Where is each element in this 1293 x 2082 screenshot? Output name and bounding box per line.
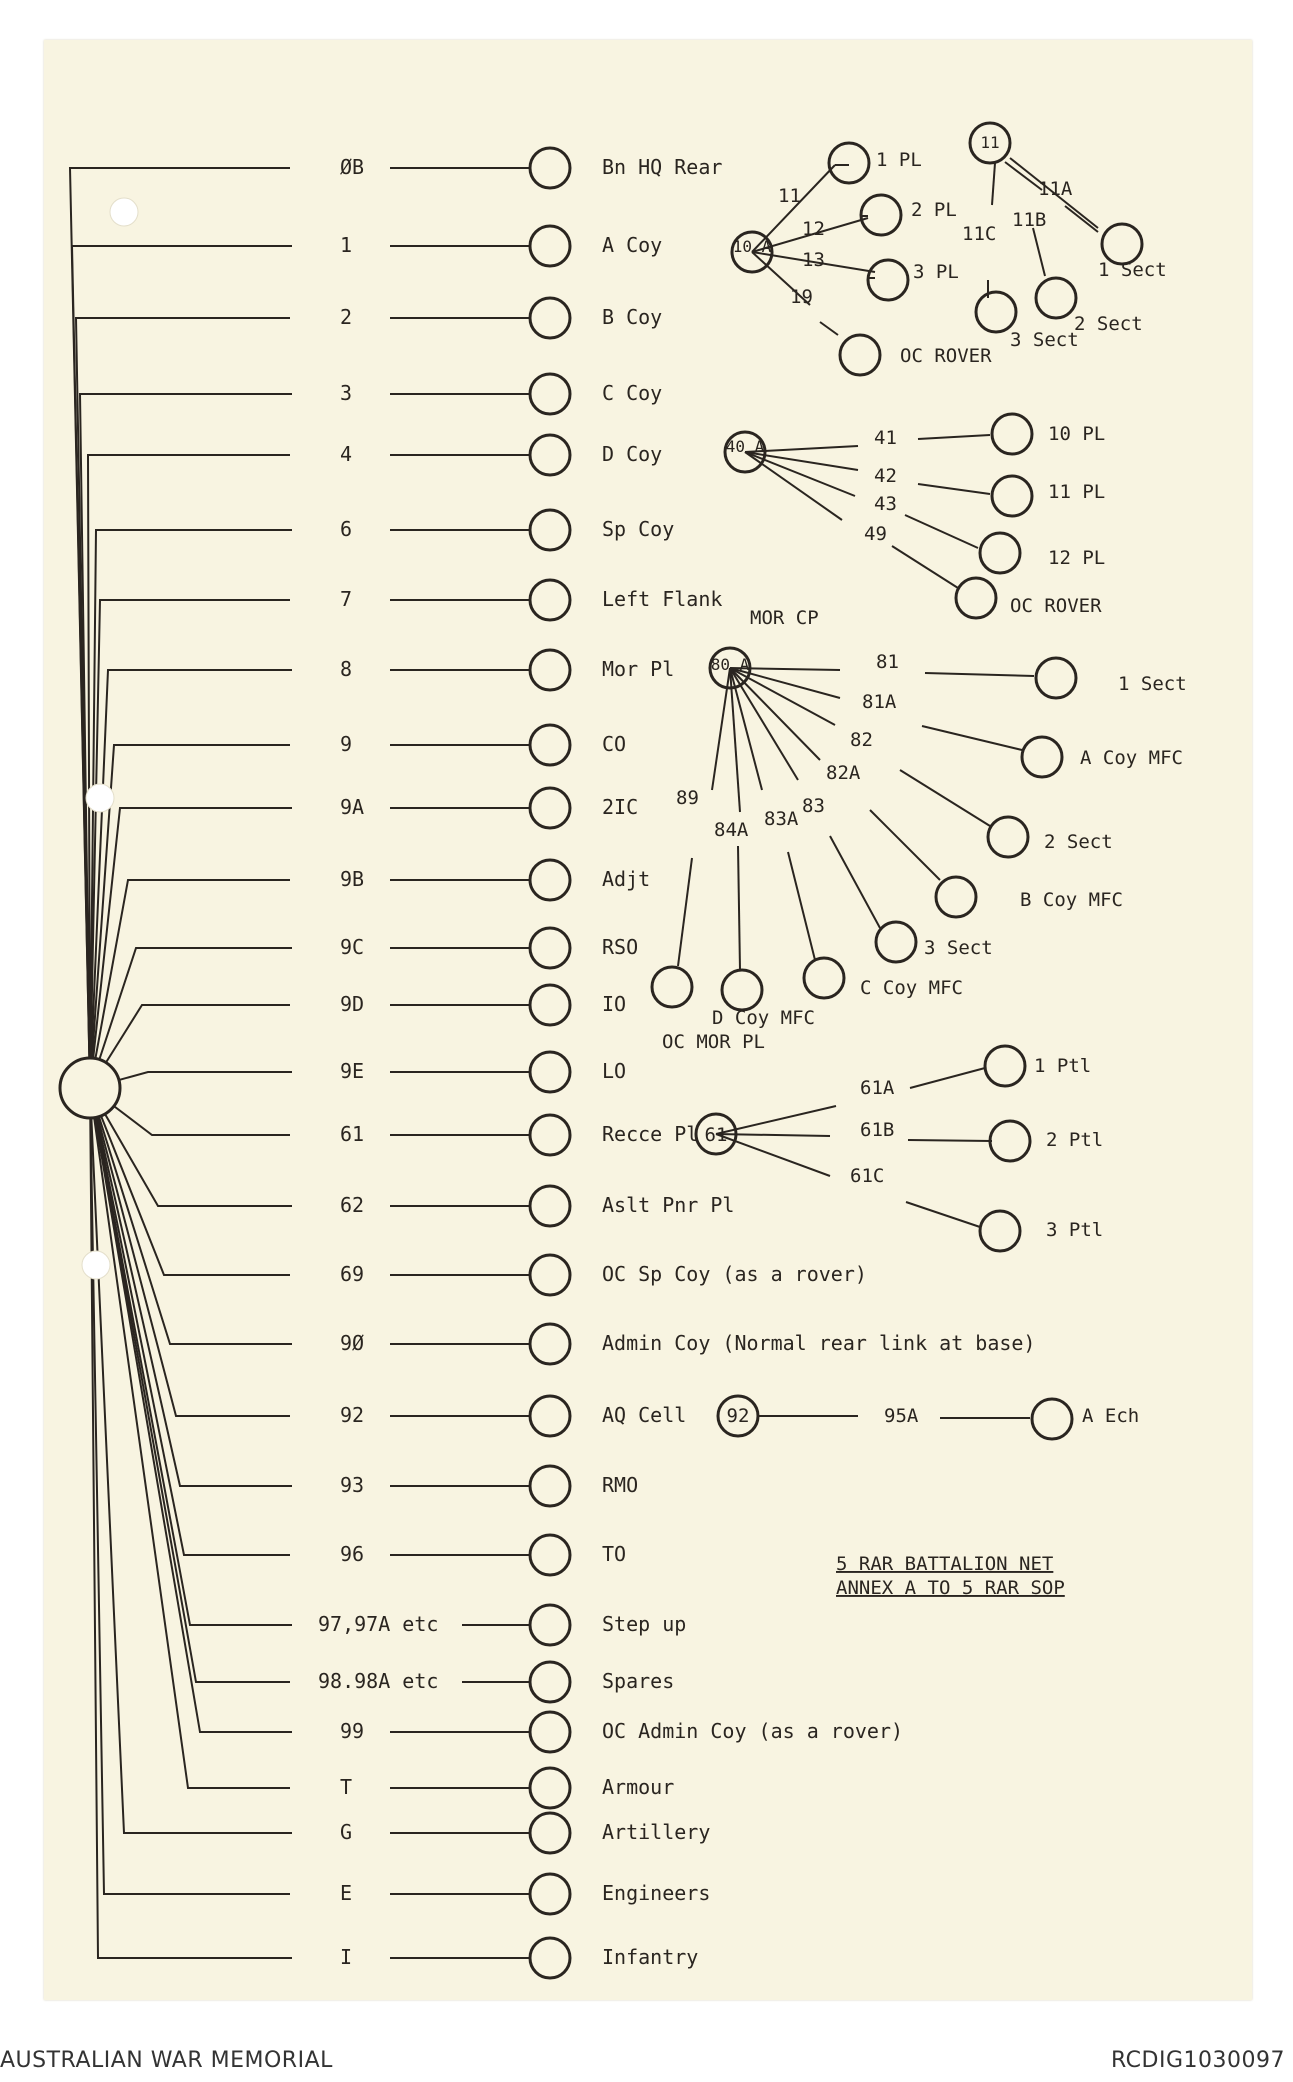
- end-oc-rover: OC ROVER: [900, 345, 992, 367]
- station-circle: [530, 1115, 570, 1155]
- b-coy-mfc-circle: [936, 877, 976, 917]
- station-row: [340, 580, 722, 620]
- link-19: 19: [790, 286, 813, 308]
- station-circle: [530, 1324, 570, 1364]
- recce-subnet: [716, 1068, 992, 1227]
- fan-line: [90, 1088, 290, 1682]
- end-3-pl: 3 PL: [913, 261, 959, 283]
- station-name: Admin Coy (Normal rear link at base): [602, 1331, 1036, 1355]
- end-10-pl: 10 PL: [1048, 423, 1106, 445]
- station-name: Armour: [602, 1775, 675, 1799]
- fan-line: [90, 948, 292, 1088]
- punch-hole: [110, 198, 138, 226]
- station-row: [340, 725, 626, 765]
- station-callsign: 9: [340, 732, 353, 756]
- link-11b: 11B: [1012, 209, 1047, 231]
- station-row: [340, 1324, 1035, 1364]
- fan-line: [90, 1005, 290, 1088]
- end-oc-rover-d: OC ROVER: [1010, 595, 1102, 617]
- link-42: 42: [874, 465, 897, 487]
- station-name: Step up: [602, 1612, 687, 1636]
- station-circle: [530, 1255, 570, 1295]
- end-1-sect: 1 Sect: [1098, 259, 1167, 281]
- station-circle: [530, 1466, 570, 1506]
- station-row: [340, 1768, 674, 1808]
- link-83: 83: [802, 795, 825, 817]
- station-name: Sp Coy: [602, 517, 675, 541]
- station-circle: [530, 860, 570, 900]
- 3-sect-circle: [976, 292, 1016, 332]
- mor-3-sect-circle: [876, 922, 916, 962]
- station-circle: [530, 580, 570, 620]
- 1-ptl-circle: [985, 1046, 1025, 1086]
- punch-hole: [82, 1251, 110, 1279]
- mor-1-sect-circle: [1036, 658, 1076, 698]
- battalion-hub-circle: [60, 1058, 120, 1118]
- station-row: [340, 1115, 698, 1155]
- fan-line: [76, 318, 290, 1088]
- 2-sect-circle: [1036, 278, 1076, 318]
- 3-pl-circle: [868, 260, 908, 300]
- station-name: AQ Cell: [602, 1403, 687, 1427]
- end-d-coy-mfc: D Coy MFC: [712, 1007, 815, 1029]
- oc-rover-circle: [840, 335, 880, 375]
- end-b-coy-mfc: B Coy MFC: [1020, 889, 1123, 911]
- station-row: [340, 226, 662, 266]
- fan-line: [90, 1088, 290, 1555]
- station-name: B Coy: [602, 305, 663, 329]
- station-row: [340, 1466, 638, 1506]
- 2-ptl-circle: [990, 1121, 1030, 1161]
- link-41: 41: [874, 427, 897, 449]
- station-callsign: 7: [340, 587, 353, 611]
- station-callsign: ØB: [340, 155, 365, 179]
- a-coy-mfc-circle: [1022, 737, 1062, 777]
- station-circle: [530, 928, 570, 968]
- station-circle: [530, 374, 570, 414]
- pl-hub-label: 11: [980, 133, 1000, 152]
- station-name: Bn HQ Rear: [602, 155, 723, 179]
- end-11-pl: 11 PL: [1048, 481, 1106, 503]
- station-callsign: 9A: [340, 795, 365, 819]
- oc-rover-d-circle: [956, 578, 996, 618]
- 1-pl-circle: [829, 143, 869, 183]
- station-circle: [530, 1052, 570, 1092]
- station-row: [340, 435, 662, 475]
- station-callsign: 9C: [340, 935, 365, 959]
- station-circle: [530, 1938, 570, 1978]
- link-81: 81: [876, 651, 899, 673]
- station-name: Recce Pl: [602, 1122, 699, 1146]
- station-circle: [530, 1396, 570, 1436]
- station-row: [340, 985, 626, 1025]
- d-coy-subnet: [745, 435, 990, 588]
- station-callsign: 1: [340, 233, 353, 257]
- end-2-pl: 2 PL: [911, 199, 957, 221]
- station-name: LO: [602, 1059, 627, 1083]
- station-callsign: 9D: [340, 992, 365, 1016]
- 1-sect-circle: [1102, 224, 1142, 264]
- station-name: TO: [602, 1542, 627, 1566]
- end-1-pl: 1 PL: [876, 149, 922, 171]
- station-row: [340, 1813, 710, 1853]
- fan-line: [80, 394, 292, 1088]
- 12-pl-circle: [980, 533, 1020, 573]
- station-circle: [530, 510, 570, 550]
- station-name: IO: [602, 992, 627, 1016]
- end-c-coy-mfc: C Coy MFC: [860, 977, 963, 999]
- fan-line: [72, 246, 292, 1088]
- end-oc-mor-pl: OC MOR PL: [662, 1031, 765, 1053]
- d-coy-hub-label: 40 A: [725, 437, 765, 456]
- station-row: [318, 1662, 674, 1702]
- link-11a: 11A: [1038, 178, 1073, 200]
- station-row: [340, 1938, 698, 1978]
- link-84a: 84A: [714, 819, 749, 841]
- fan-line: [90, 600, 290, 1088]
- station-name: D Coy: [602, 442, 663, 466]
- end-mor-3-sect: 3 Sect: [924, 937, 993, 959]
- end-mor-1-sect: 1 Sect: [1118, 673, 1187, 695]
- end-mor-2-sect: 2 Sect: [1044, 831, 1113, 853]
- link-82a: 82A: [826, 762, 861, 784]
- station-name: C Coy: [602, 381, 663, 405]
- station-callsign: 6: [340, 517, 353, 541]
- station-callsign: 69: [340, 1262, 365, 1286]
- station-name: Aslt Pnr Pl: [602, 1193, 735, 1217]
- station-callsign: 8: [340, 657, 353, 681]
- station-name: RMO: [602, 1473, 639, 1497]
- station-name: Mor Pl: [602, 657, 675, 681]
- station-name: Spares: [602, 1669, 675, 1693]
- station-row: [340, 148, 722, 188]
- station-row: [340, 1186, 734, 1226]
- station-callsign: 3: [340, 381, 353, 405]
- mor-cp-title: MOR CP: [750, 607, 819, 629]
- end-3-ptl: 3 Ptl: [1046, 1219, 1104, 1241]
- station-name: A Coy: [602, 233, 663, 257]
- station-circle: [530, 1535, 570, 1575]
- station-row: [340, 1396, 686, 1436]
- station-callsign: 62: [340, 1193, 365, 1217]
- link-82: 82: [850, 729, 873, 751]
- station-circle: [530, 1874, 570, 1914]
- link-81a: 81A: [862, 691, 897, 713]
- station-callsign: 96: [340, 1542, 365, 1566]
- fan-line: [90, 1088, 292, 1625]
- title-line-1: 5 RAR BATTALION NET: [836, 1553, 1054, 1575]
- station-circle: [530, 1813, 570, 1853]
- station-circle: [530, 1605, 570, 1645]
- station-row: [340, 788, 638, 828]
- d-coy-mfc-circle: [722, 970, 762, 1010]
- footer-record-id: RCDIG1030097: [1110, 2048, 1285, 2073]
- station-callsign: T: [340, 1775, 353, 1799]
- station-callsign: 99: [340, 1719, 365, 1743]
- station-circle: [530, 298, 570, 338]
- station-circle: [530, 1712, 570, 1752]
- recce-hub-label: 61: [704, 1124, 728, 1146]
- station-callsign: 92: [340, 1403, 365, 1427]
- punch-hole: [86, 784, 114, 812]
- station-callsign: 93: [340, 1473, 365, 1497]
- link-11c: 11C: [962, 223, 997, 245]
- station-name: Infantry: [602, 1945, 699, 1969]
- link-49: 49: [864, 523, 887, 545]
- station-name: 2IC: [602, 795, 639, 819]
- station-callsign: 97,97A etc: [318, 1612, 439, 1636]
- link-61c: 61C: [850, 1165, 885, 1187]
- end-12-pl: 12 PL: [1048, 547, 1106, 569]
- end-1-ptl: 1 Ptl: [1034, 1055, 1092, 1077]
- end-3-sect: 3 Sect: [1010, 329, 1079, 351]
- link-89: 89: [676, 787, 699, 809]
- station-circle: [530, 985, 570, 1025]
- link-11: 11: [778, 185, 801, 207]
- station-row: [318, 1605, 686, 1645]
- station-callsign: 2: [340, 305, 353, 329]
- station-circle: [530, 1768, 570, 1808]
- footer-archive-name: AUSTRALIAN WAR MEMORIAL: [0, 2048, 333, 2073]
- station-circle: [530, 1186, 570, 1226]
- a-ech-circle: [1032, 1399, 1072, 1439]
- station-callsign: 4: [340, 442, 353, 466]
- end-a-coy-mfc: A Coy MFC: [1080, 747, 1183, 769]
- station-name: CO: [602, 732, 627, 756]
- station-circle: [530, 788, 570, 828]
- link-12: 12: [802, 218, 825, 240]
- station-circle: [530, 148, 570, 188]
- link-61a: 61A: [860, 1077, 895, 1099]
- mor-hub-label: 80 A: [710, 655, 750, 674]
- station-name: Adjt: [602, 867, 651, 891]
- station-row: [340, 1255, 867, 1295]
- fan-line: [90, 1088, 290, 1894]
- 11-pl-circle: [992, 476, 1032, 516]
- station-row: [340, 860, 650, 900]
- link-13: 13: [802, 249, 825, 271]
- station-circle: [530, 226, 570, 266]
- fan-line: [90, 745, 290, 1088]
- station-name: RSO: [602, 935, 639, 959]
- station-callsign: I: [340, 1945, 353, 1969]
- 10-pl-circle: [992, 414, 1032, 454]
- station-callsign: 9Ø: [340, 1331, 365, 1355]
- station-name: Artillery: [602, 1820, 711, 1844]
- station-row: [340, 1712, 903, 1752]
- 3-ptl-circle: [980, 1211, 1020, 1251]
- end-a-ech: A Ech: [1082, 1405, 1140, 1427]
- link-43: 43: [874, 493, 897, 515]
- station-row: [340, 928, 638, 968]
- station-callsign: 9E: [340, 1059, 365, 1083]
- station-name: Left Flank: [602, 587, 723, 611]
- station-row: [340, 1052, 626, 1092]
- aq-hub-label: 92: [726, 1405, 750, 1427]
- oc-mor-pl-circle: [652, 967, 692, 1007]
- station-callsign: E: [340, 1881, 353, 1905]
- title-line-2: ANNEX A TO 5 RAR SOP: [836, 1577, 1065, 1599]
- link-95a: 95A: [884, 1405, 919, 1427]
- end-2-sect: 2 Sect: [1074, 313, 1143, 335]
- station-name: Engineers: [602, 1881, 711, 1905]
- fan-line: [88, 455, 290, 1088]
- station-row: [340, 1874, 710, 1914]
- c-coy-mfc-circle: [804, 958, 844, 998]
- station-circle: [530, 1662, 570, 1702]
- station-circle: [530, 650, 570, 690]
- fan-line: [90, 880, 290, 1088]
- end-2-ptl: 2 Ptl: [1046, 1129, 1104, 1151]
- station-row: [340, 298, 662, 338]
- fan-line: [70, 168, 290, 1088]
- station-callsign: 98.98A etc: [318, 1669, 439, 1693]
- station-callsign: 9B: [340, 867, 365, 891]
- station-row: [340, 510, 674, 550]
- fan-line: [90, 1088, 292, 1486]
- mor-2-sect-circle: [988, 817, 1028, 857]
- station-callsign: G: [340, 1820, 353, 1844]
- station-row: [340, 374, 662, 414]
- station-circle: [530, 725, 570, 765]
- station-name: OC Sp Coy (as a rover): [602, 1262, 867, 1286]
- station-name: OC Admin Coy (as a rover): [602, 1719, 904, 1743]
- link-83a: 83A: [764, 808, 799, 830]
- station-row: [340, 1535, 626, 1575]
- a-coy-hub-label: 10 A: [732, 237, 772, 256]
- station-callsign: 61: [340, 1122, 365, 1146]
- link-61b: 61B: [860, 1119, 895, 1141]
- station-row: [340, 650, 674, 690]
- station-circle: [530, 435, 570, 475]
